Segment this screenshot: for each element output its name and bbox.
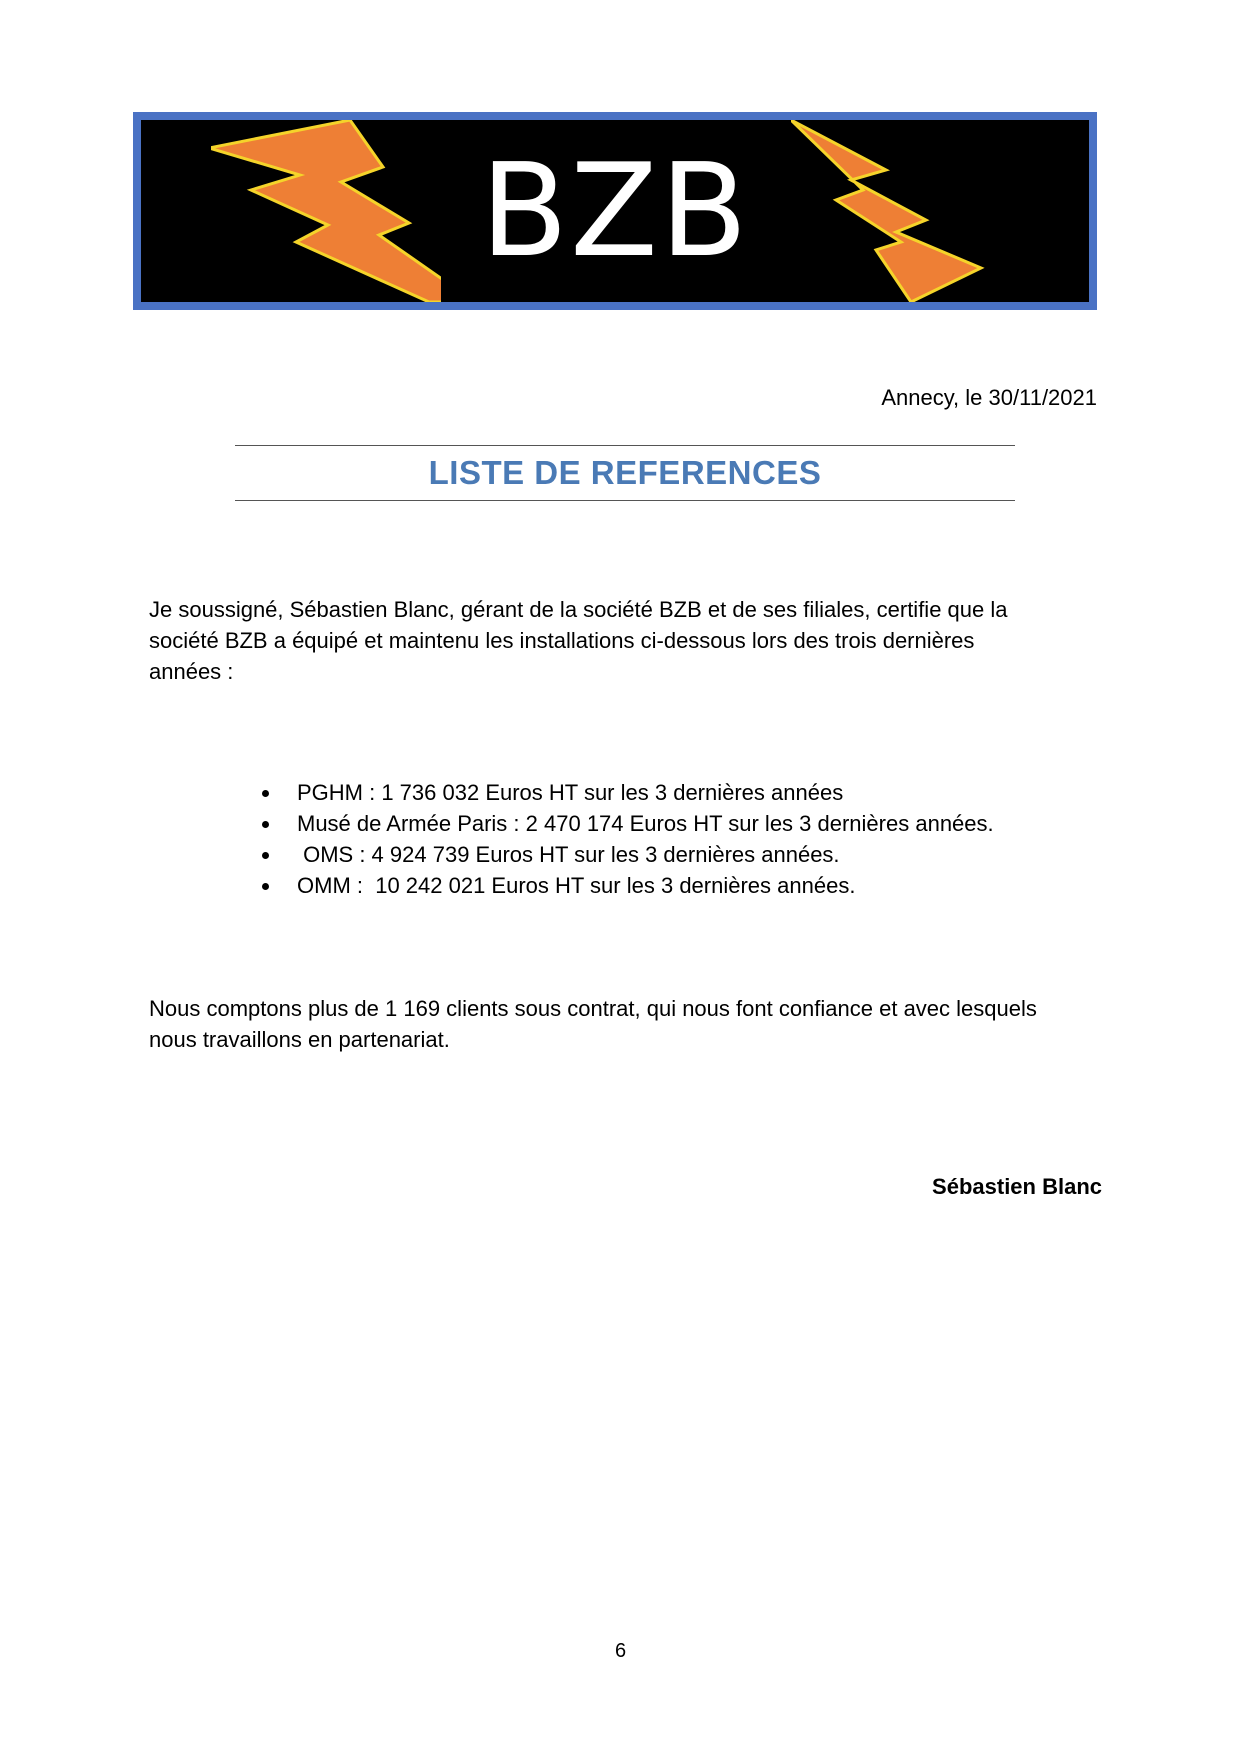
logo-banner-inner	[141, 120, 1089, 302]
reference-text: PGHM : 1 736 032 Euros HT sur les 3 dernières années	[297, 780, 844, 805]
reference-text: OMM : 10 242 021 Euros HT sur les 3 dernières années.	[297, 873, 856, 898]
bullet-icon	[262, 821, 269, 828]
logo-text: BZB	[480, 137, 750, 286]
page-number: 6	[614, 1640, 627, 1662]
list-item	[250, 808, 994, 839]
bullet-icon	[262, 790, 269, 797]
reference-text: Musé de Armée Paris : 2 470 174 Euros HT sur les 3 dernières années.	[297, 811, 994, 836]
references-list	[250, 777, 994, 901]
list-item	[250, 777, 994, 808]
logo-banner	[133, 112, 1097, 310]
date-line: Annecy, le 30/11/2021	[881, 385, 1097, 410]
title-rule-bottom	[235, 500, 1015, 501]
lightning-bolt-icon	[791, 120, 1031, 302]
intro-paragraph: Je soussigné, Sébastien Blanc, gérant de la société BZB et de ses filiales, certifie que la société BZB a équipé et maintenu les installations ci-dessous lors des trois dernières années :	[149, 597, 1008, 684]
list-item	[250, 839, 994, 870]
signature: Sébastien Blanc	[932, 1174, 1102, 1199]
list-item	[250, 870, 994, 901]
title-rule-top	[235, 445, 1015, 446]
document-title: LISTE DE REFERENCES	[428, 454, 822, 491]
reference-text: OMS : 4 924 739 Euros HT sur les 3 dernières années.	[297, 842, 840, 867]
bullet-icon	[262, 883, 269, 890]
closing-paragraph: Nous comptons plus de 1 169 clients sous contrat, qui nous font confiance et avec lesquels nous travaillons en partenariat.	[149, 996, 1037, 1052]
bullet-icon	[262, 852, 269, 859]
